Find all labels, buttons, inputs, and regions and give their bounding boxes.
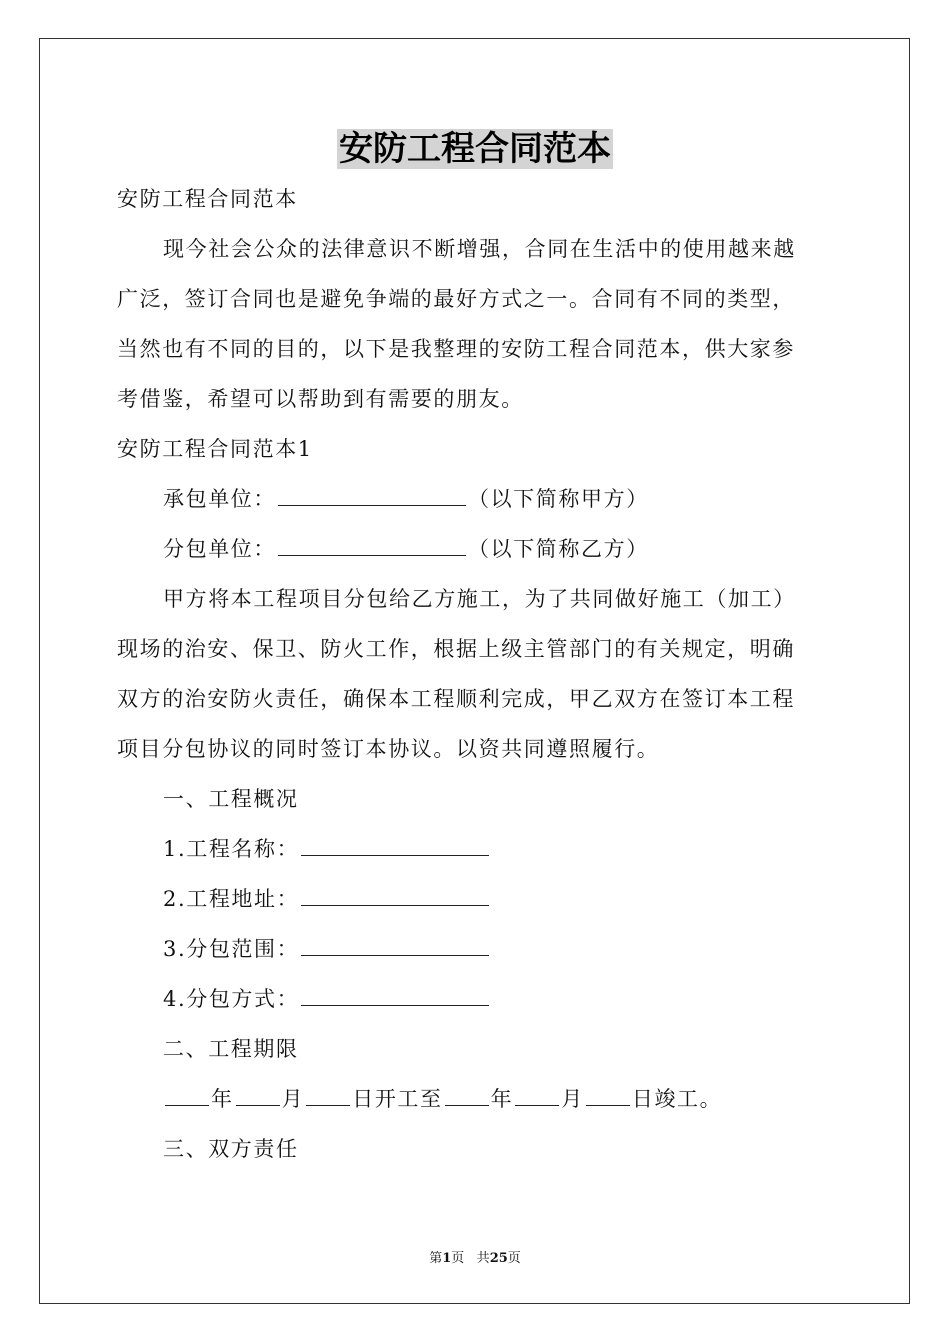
start-day-blank <box>306 1085 350 1106</box>
footer-page-unit: 页 <box>451 1251 465 1266</box>
end-year-blank <box>445 1085 489 1106</box>
subcontractor-blank <box>278 535 466 556</box>
start-day-label: 日开工至 <box>352 1087 443 1111</box>
heading-responsibilities: 三、双方责任 <box>163 1137 299 1161</box>
intro-line-2: 广泛，签订合同也是避免争端的最好方式之一。合同有不同的类型， <box>117 287 795 311</box>
heading-project-period: 二、工程期限 <box>163 1037 299 1061</box>
intro-line-4: 考借鉴，希望可以帮助到有需要的朋友。 <box>117 387 524 411</box>
item-project-address-blank <box>301 885 489 906</box>
period-row <box>163 1084 722 1114</box>
intro-line-3: 当然也有不同的目的，以下是我整理的安防工程合同范本，供大家参 <box>117 337 795 361</box>
contractor-blank <box>278 485 466 506</box>
body-line-3: 双方的治安防火责任，确保本工程顺利完成，甲乙双方在签订本工程 <box>117 687 795 711</box>
item-project-name-blank <box>301 835 489 856</box>
item-project-address-label: 2.工程地址： <box>163 887 300 911</box>
contractor-suffix: （以下简称甲方） <box>468 487 649 511</box>
footer-page-number: 1 <box>442 1251 452 1266</box>
document-title: 安防工程合同范本 <box>339 129 611 169</box>
contractor-label: 承包单位： <box>163 487 276 511</box>
end-month-label: 月 <box>561 1087 584 1111</box>
subcontractor-suffix: （以下简称乙方） <box>468 537 649 561</box>
subcontractor-label: 分包单位： <box>163 537 276 561</box>
footer-total-pages: 25 <box>489 1251 508 1266</box>
document-subtitle: 安防工程合同范本 <box>117 187 298 211</box>
end-day-blank <box>586 1085 630 1106</box>
start-month-blank <box>236 1085 280 1106</box>
start-year-label: 年 <box>211 1087 234 1111</box>
item-project-name <box>163 834 491 864</box>
end-month-blank <box>515 1085 559 1106</box>
item-project-name-label: 1.工程名称： <box>163 837 300 861</box>
item-subcontract-scope-label: 3.分包范围： <box>163 937 300 961</box>
page-border <box>39 38 910 1304</box>
item-subcontract-method-blank <box>301 985 489 1006</box>
item-subcontract-method <box>163 984 491 1014</box>
footer-total-prefix: 共 <box>476 1251 490 1266</box>
start-month-label: 月 <box>281 1087 305 1111</box>
item-subcontract-method-label: 4.分包方式： <box>163 987 300 1011</box>
section1-title: 安防工程合同范本1 <box>117 437 313 461</box>
body-line-1: 甲方将本工程项目分包给乙方施工，为了共同做好施工（加工） <box>163 587 796 611</box>
page-footer <box>0 1247 950 1266</box>
footer-prefix: 第 <box>429 1251 443 1266</box>
body-line-2: 现场的治安、保卫、防火工作，根据上级主管部门的有关规定，明确 <box>117 637 795 661</box>
end-year-label: 年 <box>490 1087 514 1111</box>
footer-total-unit: 页 <box>507 1251 521 1266</box>
item-subcontract-scope <box>163 934 491 964</box>
subcontractor-row <box>163 534 649 564</box>
body-line-4: 项目分包协议的同时签订本协议。以资共同遵照履行。 <box>117 737 660 761</box>
item-subcontract-scope-blank <box>301 935 489 956</box>
start-year-blank <box>165 1085 209 1106</box>
contractor-row <box>163 484 649 514</box>
intro-line-1: 现今社会公众的法律意识不断增强，合同在生活中的使用越来越 <box>163 237 796 261</box>
heading-project-overview: 一、工程概况 <box>163 787 299 811</box>
end-day-label: 日竣工。 <box>631 1087 723 1111</box>
item-project-address <box>163 884 491 914</box>
